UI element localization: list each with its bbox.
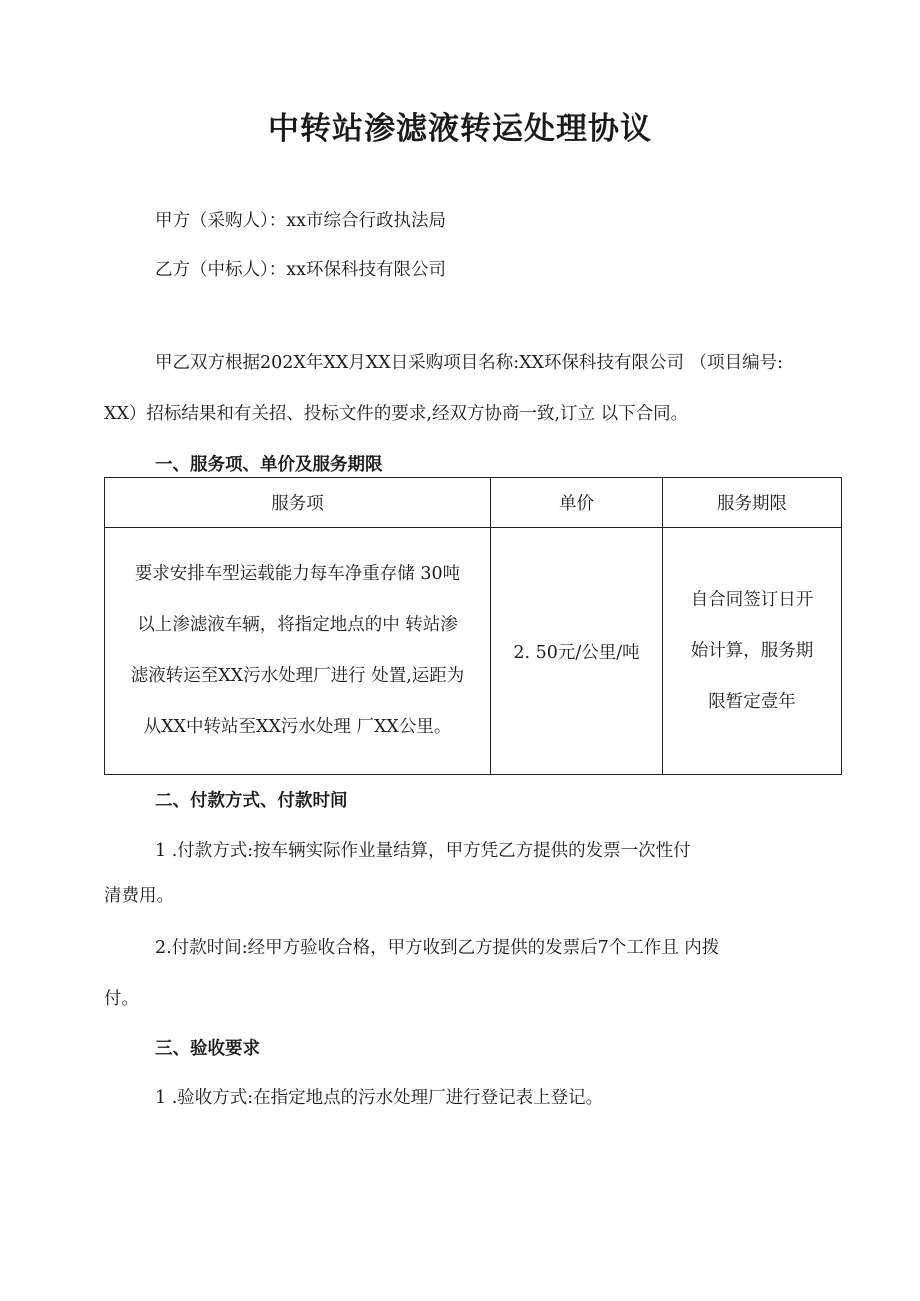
section-2-heading: 二、付款方式、付款时间	[155, 791, 348, 811]
section-1-heading: 一、服务项、单价及服务期限	[155, 455, 383, 475]
header-period: 服务期限	[663, 478, 842, 528]
intro-line-2: XX）招标结果和有关招、投标文件的要求,经双方协商一致,订立 以下合同。	[104, 404, 689, 424]
table-row	[105, 528, 842, 775]
cell-service	[105, 528, 491, 775]
header-service: 服务项	[105, 478, 491, 528]
service-description	[131, 549, 465, 753]
payment-method-line-1: 1 .付款方式:按车辆实际作业量结算，甲方凭乙方提供的发票一次性付	[155, 841, 691, 861]
service-line: 要求安排车型运载能力每车净重存储 30吨	[134, 564, 461, 584]
service-table	[104, 477, 842, 775]
section-3-heading: 三、验收要求	[155, 1039, 260, 1059]
service-line: 从XX中转站至XX污水处理 厂XX公里。	[143, 717, 452, 737]
cell-price: 2. 50元/公里/吨	[491, 528, 663, 775]
payment-time-line-1: 2.付款时间:经甲方验收合格，甲方收到乙方提供的发票后7个工作且 内拨	[155, 938, 720, 958]
cell-period	[663, 528, 842, 775]
period-line: 限暂定壹年	[708, 691, 796, 712]
header-price: 单价	[491, 478, 663, 528]
period-line: 始计算，服务期	[690, 640, 814, 661]
intro-line-1: 甲乙双方根据202X年XX月XX日采购项目名称:XX环保科技有限公司 （项目编号:	[155, 353, 783, 373]
document-title: 中转站渗滤液转运处理协议	[268, 111, 652, 147]
table-header-row	[105, 478, 842, 528]
period-line: 自合同签订日开	[690, 589, 814, 610]
party-a: 甲方（采购人）：xx市综合行政执法局	[155, 211, 446, 231]
period-description	[691, 575, 814, 728]
service-line: 以上渗滤液车辆，将指定地点的中 转站渗	[137, 615, 458, 635]
payment-time-line-2: 付。	[104, 989, 139, 1009]
payment-method-line-2: 清费用。	[104, 886, 174, 906]
service-line: 滤液转运至XX污水处理厂进行 处置,运距为	[130, 666, 465, 686]
acceptance-method: 1 .验收方式:在指定地点的污水处理厂进行登记表上登记。	[155, 1088, 604, 1108]
party-b: 乙方（中标人）：xx环保科技有限公司	[155, 260, 446, 280]
